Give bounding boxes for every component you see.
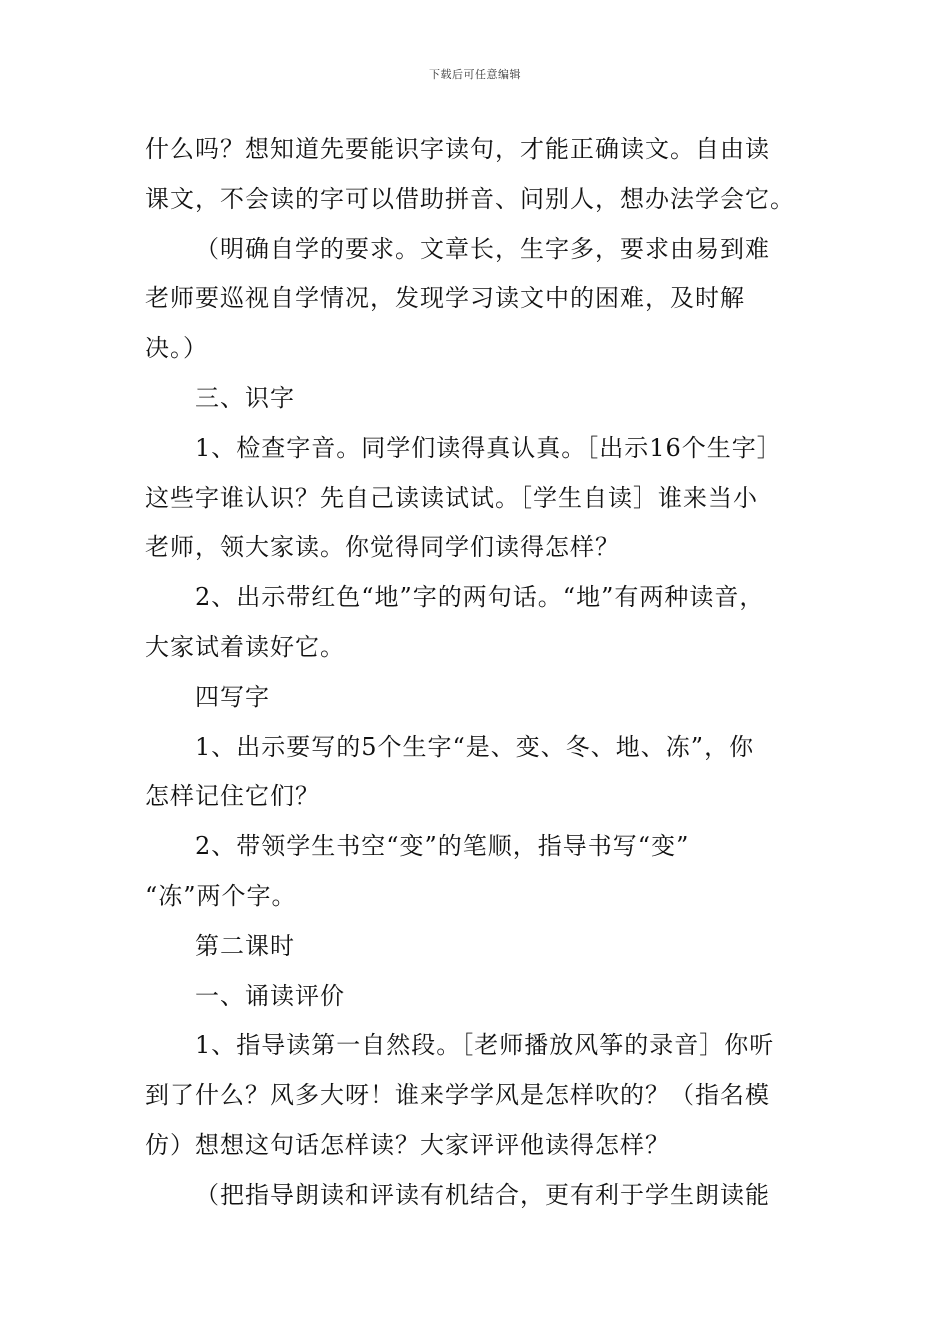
page-header: 下载后可任意编辑: [429, 68, 521, 81]
text-line: 一、诵读评价: [195, 981, 345, 1010]
text-line: 怎样记住它们？: [145, 782, 320, 811]
text-line: 课文，不会读的字可以借助拼音、问别人，想办法学会它。: [145, 184, 795, 213]
text-line: 三、识字: [195, 383, 295, 412]
text-line: 1、指导读第一自然段。［老师播放风筝的录音］你听: [195, 1031, 775, 1060]
text-line: 到了什么？风多大呀！谁来学学风是怎样吹的？（指名模: [145, 1081, 770, 1110]
text-line: 第二课时: [195, 931, 295, 960]
document-body: [145, 125, 825, 1221]
text-line: （明确自学的要求。文章长，生字多，要求由易到难: [195, 234, 770, 263]
text-line: 2、带领学生书空“变”的笔顺，指导书写“变”: [195, 832, 690, 861]
text-line: 什么吗？想知道先要能识字读句，才能正确读文。自由读: [145, 135, 770, 163]
text-line: 2、出示带红色“地”字的两句话。“地”有两种读音，: [195, 583, 765, 612]
text-line: 四写字: [195, 682, 270, 711]
text-line: 老师要巡视自学情况，发现学习读文中的困难，及时解: [145, 284, 745, 313]
text-line: 这些字谁认识？先自己读读试试。［学生自读］谁来当小: [145, 483, 758, 512]
text-line: “冻”两个字。: [145, 881, 297, 910]
text-line: 1、检查字音。同学们读得真认真。［出示16个生字］: [195, 433, 782, 462]
text-line: 仿）想想这句话怎样读？大家评评他读得怎样？: [145, 1130, 670, 1159]
text-line: 大家试着读好它。: [145, 632, 345, 661]
text-line: 老师，领大家读。你觉得同学们读得怎样？: [145, 533, 620, 562]
text-line: （把指导朗读和评读有机结合，更有利于学生朗读能: [195, 1180, 770, 1209]
text-line: 1、出示要写的5个生字“是、变、冬、地、冻”，你: [195, 732, 755, 761]
text-line: 决。）: [145, 334, 208, 363]
